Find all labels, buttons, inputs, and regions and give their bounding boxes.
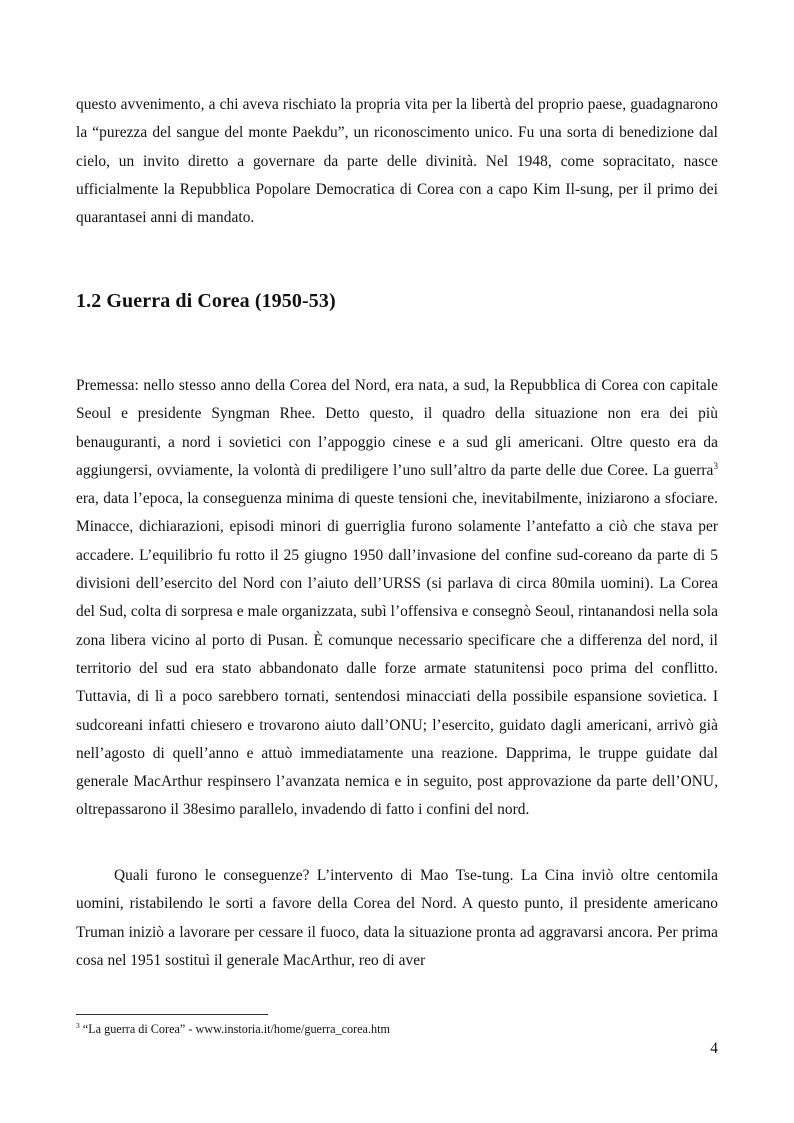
paragraph-continuation: questo avvenimento, a chi aveva rischiato la propria vita per la libertà del proprio paese, guadagnarono la “purezza del sangue del monte Paekdu”, un riconoscimento unico. Fu una sorta di benedizione dal cielo, un invito diretto a governare da parte delle divinità. Nel 1948, come sopracitato, nasce ufficialmente la Repubblica Popolare Democratica di Corea con a capo Kim Il-sung, per il primo dei quarantasei anni di mandato. [76, 96, 718, 227]
footnote-marker: 3 [76, 1020, 80, 1030]
footnote-text: “La guerra di Corea” - www.instoria.it/home/guerra_corea.htm [79, 1022, 390, 1036]
paragraph-premessa [76, 372, 718, 825]
footnote-separator [76, 1014, 268, 1015]
section-heading: 1.2 Guerra di Corea (1950-53) [76, 290, 336, 312]
page-number: 4 [710, 1040, 718, 1057]
paragraph-conseguenze: Quali furono le conseguenze? L’intervento di Mao Tse-tung. La Cina inviò oltre centomila uomini, ristabilendo le sorti a favore della Corea del Nord. A questo punto, il presidente americano Truman iniziò a lavorare per cessare il fuoco, data la situazione pronta ad aggravarsi ancora. Per prima cosa nel 1951 sostituì il generale MacArthur, reo di aver [76, 867, 718, 969]
footnote [76, 1021, 390, 1037]
premessa-text-part-2: era, data l’epoca, la conseguenza minima di queste tensioni che, inevitabilmente, iniziarono a sfociare. Minacce, dichiarazioni, episodi minori di guerriglia furono solamente l’antefatto a ciò che stava per accadere. L’equilibrio fu rotto il 25 giugno 1950 dall’invasione del confine sud-coreano da parte di 5 divisioni dell’esercito del Nord con l’aiuto dell’URSS (si parlava di circa 80mila uomini). La Corea del Sud, colta di sorpresa e male organizzata, subì l’offensiva e consegnò Seoul, rintanandosi nella sola zona libera vicino al porto di Pusan. È comunque necessario specificare che a differenza del nord, il territorio del sud era stato abbandonato dalle forze armate statunitensi poco prima del conflitto. Tuttavia, di lì a poco sarebbero tornati, sentendosi minacciati della possibile espansione sovietica. I sudcoreani infatti chiesero e trovarono aiuto dall’ONU; l’esercito, guidato dagli americani, arrivò già nell’agosto di quell’anno e attuò immediatamente una reazione. Dapprima, le truppe guidate dal generale MacArthur respinsero l’avanzata nemica e in seguito, post approvazione da parte dell’ONU, oltrepassarono il 38esimo parallelo, invadendo di fatto i confini del nord. [76, 490, 718, 819]
footnote-reference[interactable]: 3 [713, 460, 718, 471]
document-page [76, 0, 718, 1123]
premessa-text-part-1: Premessa: nello stesso anno della Corea del Nord, era nata, a sud, la Repubblica di Corea con capitale Seoul e presidente Syngman Rhee. Detto questo, il quadro della situazione non era dei più benauguranti, a nord i sovietici con l’appoggio cinese e a sud gli americani. Oltre questo era da aggiungersi, ovviamente, la volontà di prediligere l’uno sull’altro da parte delle due Coree. La guerra [76, 377, 718, 479]
